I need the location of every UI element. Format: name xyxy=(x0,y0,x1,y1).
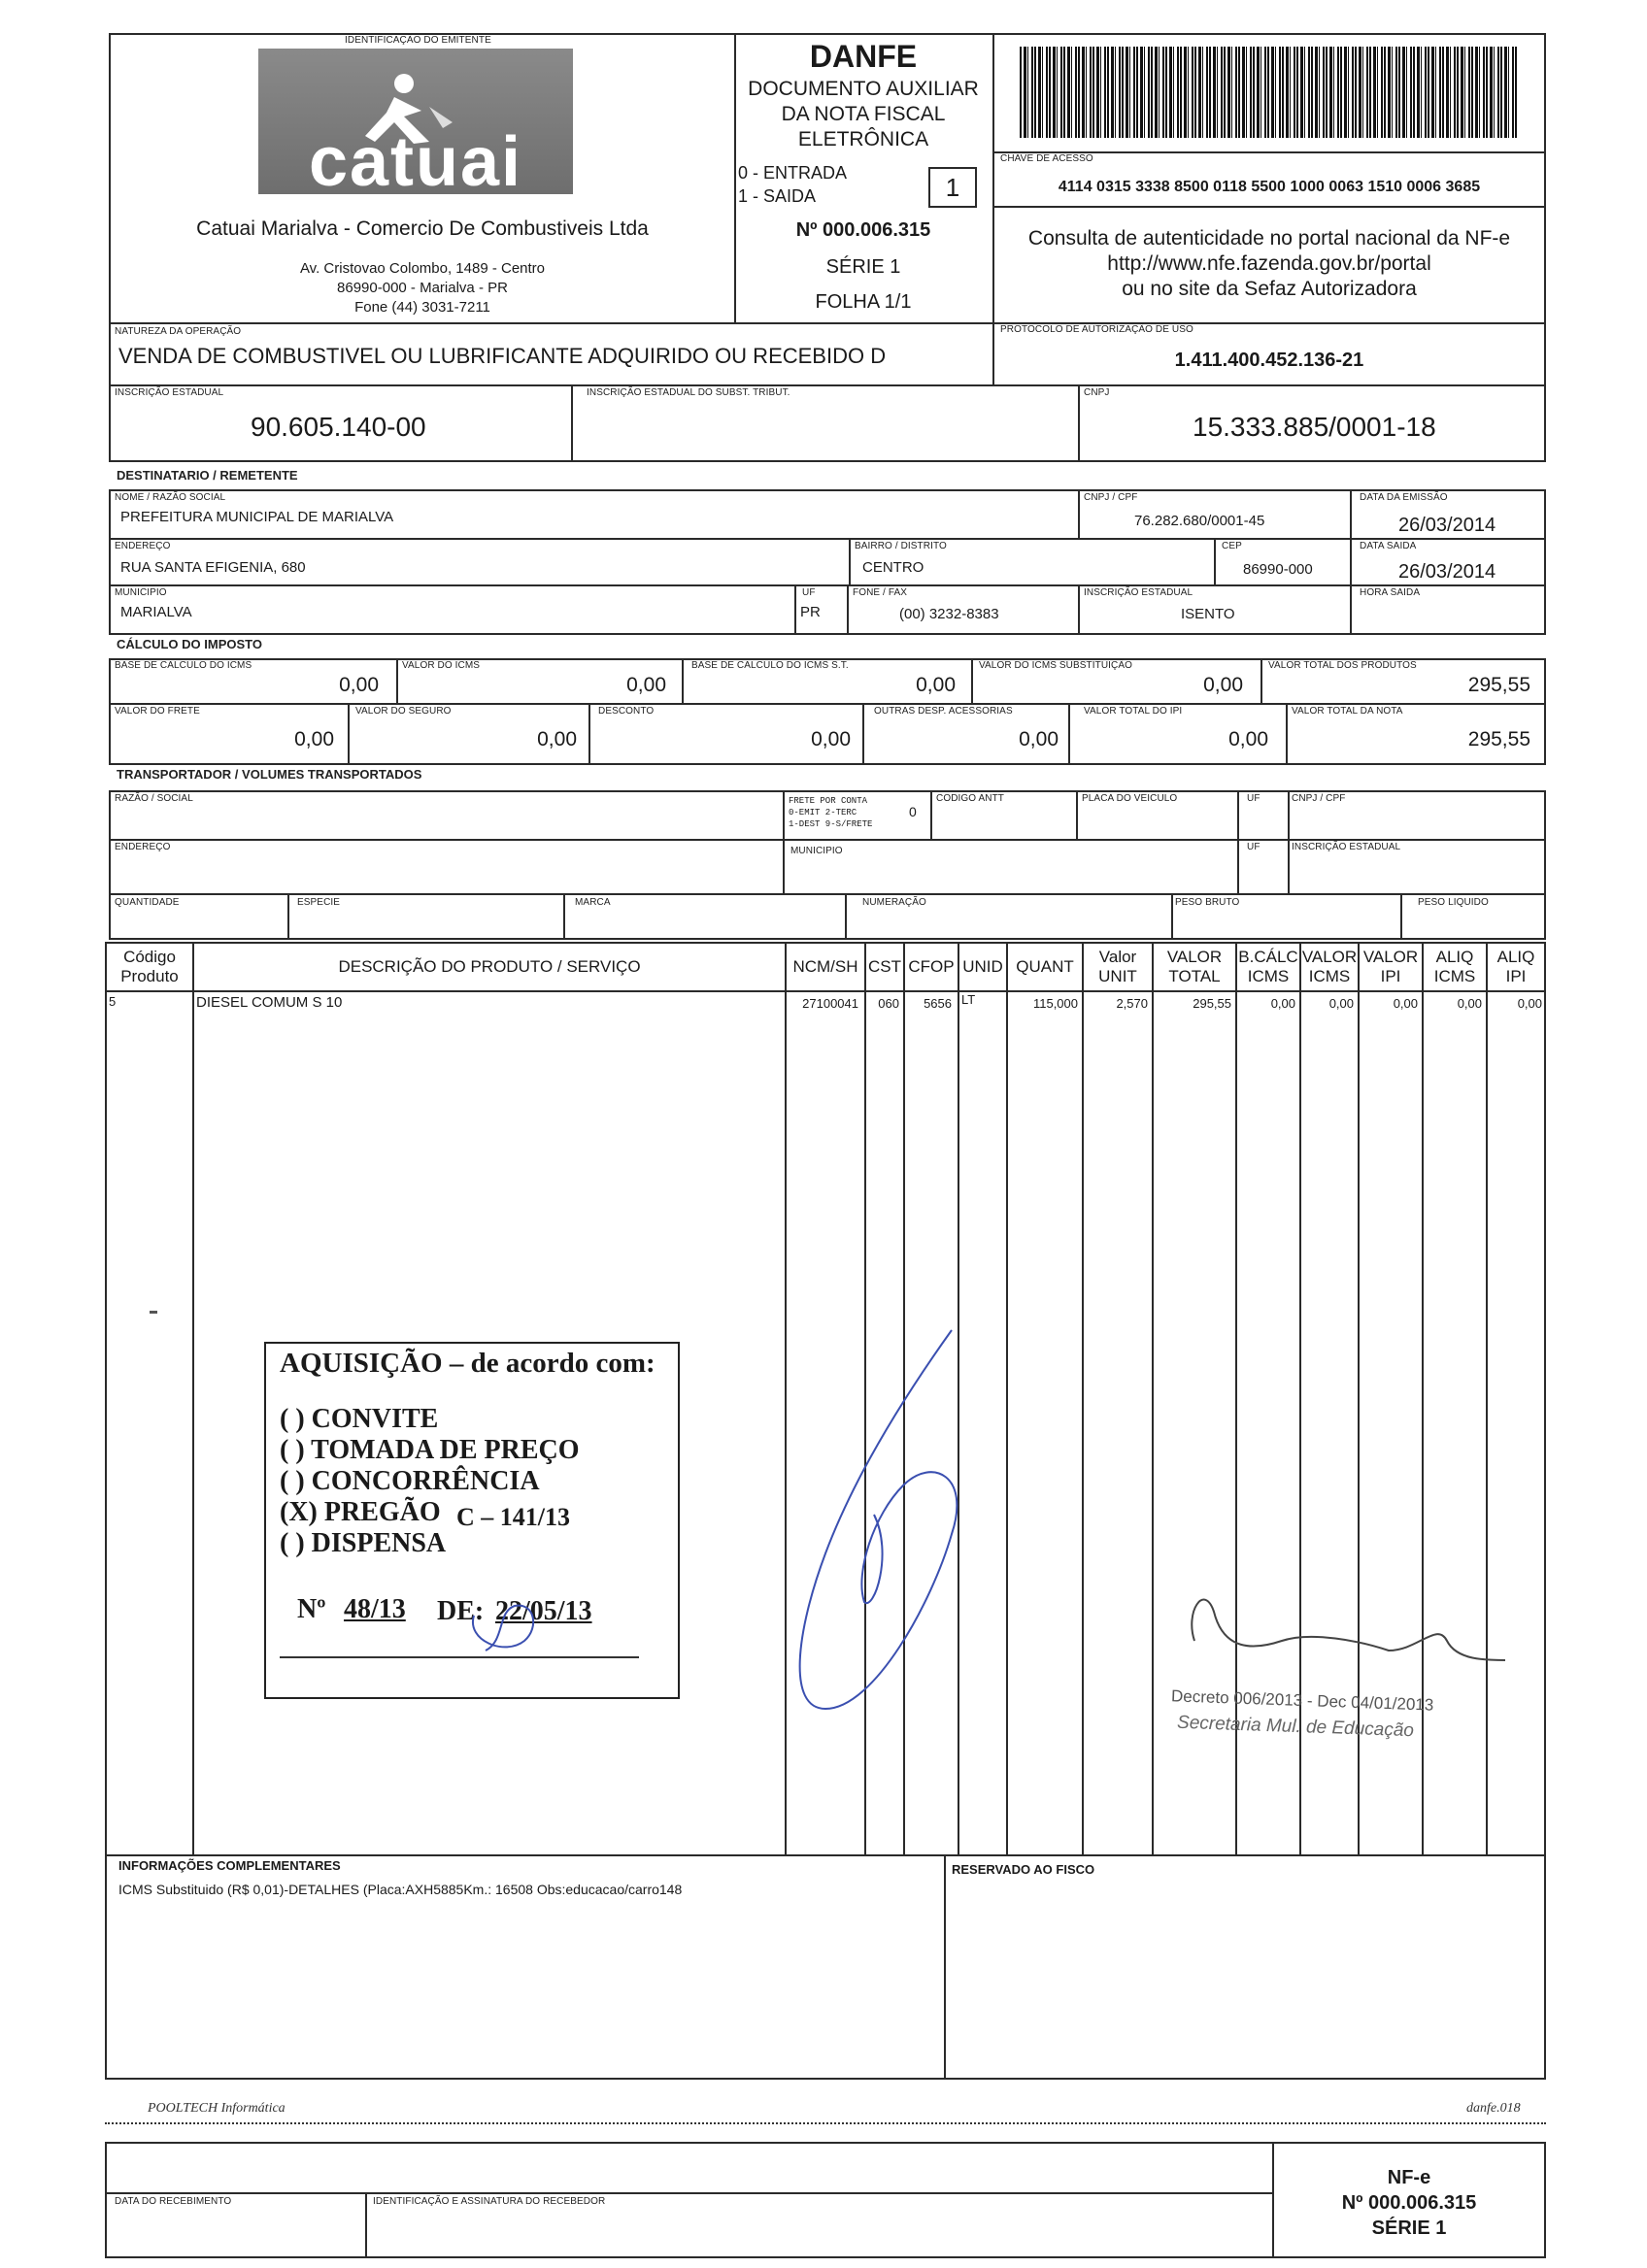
cell-descricao: DIESEL COMUM S 10 xyxy=(196,994,343,1011)
col-header-unid: UNID xyxy=(962,957,1003,976)
cell-valor-total: 295,55 xyxy=(1193,996,1231,1011)
ie-st-label: INSCRIÇÃO ESTADUAL DO SUBST. TRIBUT. xyxy=(587,387,790,398)
dest-cep: 86990-000 xyxy=(1243,561,1313,578)
divider xyxy=(1078,384,1080,462)
consulta-line: Consulta de autenticidade no portal nacional da NF-e xyxy=(1027,227,1511,250)
dest-ie-label: INSCRIÇÃO ESTADUAL xyxy=(1084,587,1193,598)
info-value: ICMS Substituido (R$ 0,01)-DETALHES (Placa:AXH5885Km.: 16508 Obs:educacao/carro148 xyxy=(118,1882,683,1897)
stamp-title: AQUISIÇÃO – de acordo com: xyxy=(280,1348,655,1379)
antt-label: CODIGO ANTT xyxy=(936,793,1004,804)
scan-mark xyxy=(150,1311,157,1314)
outras: 0,00 xyxy=(1019,728,1059,750)
divider xyxy=(862,703,864,765)
col-header-quant: QUANT xyxy=(1016,957,1074,976)
danfe-subtitle: ELETRÔNICA xyxy=(797,128,929,150)
col-divider xyxy=(1006,942,1008,1856)
aquisicao-stamp xyxy=(264,1342,680,1699)
col-header-valor-icms: VALOR ICMS xyxy=(1301,948,1358,985)
protocolo-value: 1.411.400.452.136-21 xyxy=(1174,350,1364,371)
divider xyxy=(1078,489,1080,538)
divider xyxy=(971,658,973,703)
divider xyxy=(783,790,785,895)
seguro-label: VALOR DO SEGURO xyxy=(355,706,452,717)
col-header-valor-ipi: VALOR IPI xyxy=(1362,948,1419,985)
canhoto-nfe: NF-e xyxy=(1387,2167,1431,2188)
cell-quant: 115,000 xyxy=(1032,996,1078,1011)
imposto-section: CÁLCULO DO IMPOSTO xyxy=(117,637,262,651)
divider xyxy=(105,2192,1272,2194)
col-header-aliq-ipi: ALIQ IPI xyxy=(1496,948,1535,985)
ipi-label: VALOR TOTAL DO IPI xyxy=(1084,706,1183,717)
col-header-bcalc-icms: B.CÁLC ICMS xyxy=(1238,948,1298,985)
divider xyxy=(1214,538,1216,584)
stamp-signature-line xyxy=(280,1656,639,1658)
danfe-subtitle: DA NOTA FISCAL xyxy=(781,103,946,125)
valor-st: 0,00 xyxy=(1203,674,1243,696)
emitente-phone: Fone (44) 3031-7211 xyxy=(354,299,490,316)
dest-nome-label: NOME / RAZÃO SOCIAL xyxy=(115,492,226,503)
danfe-title: DANFE xyxy=(809,39,918,74)
stamp-option-ref: C – 141/13 xyxy=(456,1503,570,1531)
logo-text: catuai xyxy=(308,123,523,201)
transp-municipio-label: MUNICIPIO xyxy=(790,846,843,856)
transp-uf2-label: UF xyxy=(1247,842,1260,852)
divider xyxy=(682,658,684,703)
placa-label: PLACA DO VEICULO xyxy=(1082,793,1178,804)
dest-bairro: CENTRO xyxy=(862,559,924,576)
stamp-option: ( ) CONVITE xyxy=(280,1404,439,1434)
recebimento-label: DATA DO RECEBIMENTO xyxy=(115,2196,232,2207)
divider xyxy=(109,839,1546,841)
dest-endereco-label: ENDEREÇO xyxy=(115,541,171,551)
dest-uf-label: UF xyxy=(802,587,816,598)
frete-conta-label: FRETE POR CONTA xyxy=(789,796,868,806)
col-divider xyxy=(1486,942,1488,1856)
frete-conta-label: 0-EMIT 2-TERC xyxy=(789,808,857,817)
emitente-label: IDENTIFICAÇÃO DO EMITENTE xyxy=(345,35,491,46)
transp-ie-label: INSCRIÇÃO ESTADUAL xyxy=(1292,842,1401,852)
stamp-num-value: 48/13 xyxy=(344,1594,406,1624)
divider xyxy=(396,658,398,703)
cnpj-value: 15.333.885/0001-18 xyxy=(1193,412,1436,442)
dest-saida-label: DATA SAIDA xyxy=(1360,541,1417,551)
stamp-de-label: DE: xyxy=(437,1596,485,1626)
dest-fone: (00) 3232-8383 xyxy=(899,606,999,622)
consulta-line: ou no site da Sefaz Autorizadora xyxy=(1122,278,1417,300)
divider xyxy=(847,584,849,635)
cell-unid: LT xyxy=(961,992,976,1007)
divider xyxy=(588,703,590,765)
desconto-label: DESCONTO xyxy=(598,706,655,717)
divider xyxy=(563,893,565,940)
divider xyxy=(109,703,1546,705)
ie-value: 90.605.140-00 xyxy=(251,412,426,442)
stamp-option: ( ) DISPENSA xyxy=(280,1528,447,1558)
seguro: 0,00 xyxy=(537,728,577,750)
col-header-valor-unit: Valor UNIT xyxy=(1098,948,1137,985)
dest-cnpj-label: CNPJ / CPF xyxy=(1084,492,1138,503)
cell-valor-unit: 2,570 xyxy=(1116,996,1148,1011)
col-divider xyxy=(1152,942,1154,1856)
frete-conta-label: 1-DEST 9-S/FRETE xyxy=(789,819,873,829)
divider xyxy=(794,584,796,635)
base-st: 0,00 xyxy=(916,674,956,696)
cnpj-label: CNPJ xyxy=(1084,387,1110,398)
canhoto-serie: SÉRIE 1 xyxy=(1371,2218,1447,2239)
transp-endereco-label: ENDEREÇO xyxy=(115,842,171,852)
danfe-subtitle: DOCUMENTO AUXILIAR xyxy=(748,78,979,100)
especie-label: ESPECIE xyxy=(297,897,341,908)
desconto: 0,00 xyxy=(811,728,851,750)
divider xyxy=(930,790,932,839)
dest-ie: ISENTO xyxy=(1181,606,1235,622)
danfe-numero: Nº 000.006.315 xyxy=(795,219,931,241)
base-icms: 0,00 xyxy=(339,674,379,696)
chave-label: CHAVE DE ACESSO xyxy=(1000,153,1093,164)
cell-cst: 060 xyxy=(878,996,899,1011)
peso-liquido-label: PESO LIQUIDO xyxy=(1418,897,1489,908)
dest-municipio: MARIALVA xyxy=(120,604,192,620)
danfe-tipo: 1 xyxy=(928,167,977,208)
emitente-address: Av. Cristovao Colombo, 1489 - Centro xyxy=(299,260,546,277)
valor-st-label: VALOR DO ICMS SUBSTITUIÇÃO xyxy=(979,660,1132,671)
divider xyxy=(287,893,289,940)
divider xyxy=(571,384,573,462)
total-prod-label: VALOR TOTAL DOS PRODUTOS xyxy=(1268,660,1417,671)
footer-left: POOLTECH Informática xyxy=(148,2101,286,2116)
transp-cnpj-label: CNPJ / CPF xyxy=(1292,793,1346,804)
col-divider xyxy=(958,942,959,1856)
divider xyxy=(845,893,847,940)
company-logo xyxy=(258,49,573,201)
outras-label: OUTRAS DESP. ACESSORIAS xyxy=(874,706,1013,717)
transp-razao-label: RAZÃO / SOCIAL xyxy=(115,793,193,804)
danfe-entrada: 0 - ENTRADA xyxy=(738,163,848,183)
marca-label: MARCA xyxy=(575,897,611,908)
total-prod: 295,55 xyxy=(1467,674,1530,696)
divider xyxy=(1076,790,1078,839)
divider xyxy=(1068,703,1070,765)
natureza-label: NATUREZA DA OPERAÇÃO xyxy=(115,326,242,337)
dest-endereco: RUA SANTA EFIGENIA, 680 xyxy=(120,559,306,576)
footer-right: danfe.018 xyxy=(1466,2101,1521,2116)
divider xyxy=(348,703,350,765)
frete-label: VALOR DO FRETE xyxy=(115,706,200,717)
canhoto-numero: Nº 000.006.315 xyxy=(1341,2192,1477,2214)
divider xyxy=(849,538,851,584)
dest-municipio-label: MUNICIPIO xyxy=(115,587,167,598)
destinatario-section: DESTINATARIO / REMETENTE xyxy=(117,468,298,483)
recebedor-label: IDENTIFICAÇÃO E ASSINATURA DO RECEBEDOR xyxy=(373,2196,606,2207)
danfe-folha: FOLHA 1/1 xyxy=(815,291,912,313)
divider xyxy=(1350,489,1352,635)
divider xyxy=(109,584,1546,586)
divider xyxy=(1237,790,1239,895)
stamp-option-selected: (X) PREGÃO xyxy=(280,1497,441,1527)
carimbo-line: Secretaria Mul. de Educação xyxy=(1176,1712,1415,1742)
cell-valor-icms: 0,00 xyxy=(1328,996,1354,1011)
divider xyxy=(734,33,736,324)
dest-cnpj: 76.282.680/0001-45 xyxy=(1134,513,1265,529)
col-header-valor-total: VALOR TOTAL xyxy=(1166,948,1223,985)
dest-uf: PR xyxy=(800,604,821,620)
stamp-option: ( ) CONCORRÊNCIA xyxy=(280,1466,540,1496)
cell-aliq-ipi: 0,00 xyxy=(1517,996,1542,1011)
cut-line xyxy=(105,2122,1546,2124)
emitente-city: 86990-000 - Marialva - PR xyxy=(337,280,508,296)
protocolo-label: PROTOCOLO DE AUTORIZAÇÃO DE USO xyxy=(1000,324,1193,335)
col-divider xyxy=(864,942,866,1856)
stamp-num-label: Nº xyxy=(297,1594,326,1624)
cell-ncm: 27100041 xyxy=(802,996,858,1011)
valor-icms-label: VALOR DO ICMS xyxy=(402,660,481,671)
transp-uf-label: UF xyxy=(1247,793,1260,804)
col-header-cst: CST xyxy=(868,957,901,976)
divider xyxy=(1171,893,1173,940)
col-header-codigo: Código Produto xyxy=(120,948,179,985)
divider xyxy=(992,206,1546,208)
cell-cfop: 5656 xyxy=(924,996,952,1011)
dest-emissao: 26/03/2014 xyxy=(1398,515,1496,536)
col-divider xyxy=(192,942,194,1856)
produtos-header-divider xyxy=(105,990,1546,992)
divider xyxy=(365,2192,367,2258)
valor-icms: 0,00 xyxy=(626,674,666,696)
dest-bairro-label: BAIRRO / DISTRITO xyxy=(855,541,947,551)
divider xyxy=(109,538,1546,540)
chave-value: 4114 0315 3338 8500 0118 5500 1000 0063 1510 0006 3685 xyxy=(1058,179,1481,195)
col-header-ncm: NCM/SH xyxy=(792,957,858,976)
dest-cep-label: CEP xyxy=(1222,541,1242,551)
col-header-aliq-icms: ALIQ ICMS xyxy=(1433,948,1476,985)
divider xyxy=(1286,703,1288,765)
col-header-descricao: DESCRIÇÃO DO PRODUTO / SERVIÇO xyxy=(338,957,641,976)
emitente-name: Catuai Marialva - Comercio De Combustiveis Ltda xyxy=(196,217,649,240)
info-label: INFORMAÇÕES COMPLEMENTARES xyxy=(118,1858,341,1873)
base-icms-label: BASE DE CALCULO DO ICMS xyxy=(115,660,252,671)
cell-aliq-icms: 0,00 xyxy=(1457,996,1482,1011)
ie-label: INSCRIÇÃO ESTADUAL xyxy=(115,387,224,398)
transportador-section: TRANSPORTADOR / VOLUMES TRANSPORTADOS xyxy=(117,767,422,782)
col-divider xyxy=(1082,942,1084,1856)
dest-emissao-label: DATA DA EMISSÃO xyxy=(1360,492,1448,503)
col-header-cfop: CFOP xyxy=(908,957,955,976)
col-divider xyxy=(903,942,905,1856)
dest-fone-label: FONE / FAX xyxy=(853,587,908,598)
col-divider xyxy=(785,942,787,1856)
base-st-label: BASE DE CALCULO DO ICMS S.T. xyxy=(691,660,849,671)
numeracao-label: NUMERAÇÃO xyxy=(862,897,926,908)
consulta-line: http://www.nfe.fazenda.gov.br/portal xyxy=(1107,252,1431,275)
total-nota-label: VALOR TOTAL DA NOTA xyxy=(1292,706,1403,717)
dest-saida: 26/03/2014 xyxy=(1398,561,1496,583)
ipi: 0,00 xyxy=(1228,728,1268,750)
quantidade-label: QUANTIDADE xyxy=(115,897,180,908)
peso-bruto-label: PESO BRUTO xyxy=(1175,897,1240,908)
cell-valor-ipi: 0,00 xyxy=(1393,996,1418,1011)
natureza-value: VENDA DE COMBUSTIVEL OU LUBRIFICANTE ADQUIRIDO OU RECEBIDO D xyxy=(118,344,887,368)
divider xyxy=(944,1854,946,2080)
stamp-de-value: 22/05/13 xyxy=(495,1596,592,1626)
fisco-label: RESERVADO AO FISCO xyxy=(952,1862,1095,1877)
barcode xyxy=(1020,47,1517,138)
carimbo-line: Decreto 006/2013 - Dec 04/01/2013 xyxy=(1170,1686,1434,1715)
divider xyxy=(1400,893,1402,940)
dest-nome: PREFEITURA MUNICIPAL DE MARIALVA xyxy=(120,509,394,525)
danfe-serie: SÉRIE 1 xyxy=(825,256,901,278)
frete-conta-value: 0 xyxy=(909,804,917,819)
stamp-option: ( ) TOMADA DE PREÇO xyxy=(280,1435,580,1465)
divider xyxy=(1260,658,1262,703)
col-divider xyxy=(1422,942,1424,1856)
divider xyxy=(1288,790,1290,895)
cell-codigo: 5 xyxy=(109,994,117,1009)
divider xyxy=(1078,584,1080,635)
dest-hora-label: HORA SAIDA xyxy=(1360,587,1421,598)
frete: 0,00 xyxy=(294,728,334,750)
danfe-saida: 1 - SAIDA xyxy=(738,186,817,206)
total-nota: 295,55 xyxy=(1467,728,1530,750)
cell-bcalc-icms: 0,00 xyxy=(1270,996,1295,1011)
